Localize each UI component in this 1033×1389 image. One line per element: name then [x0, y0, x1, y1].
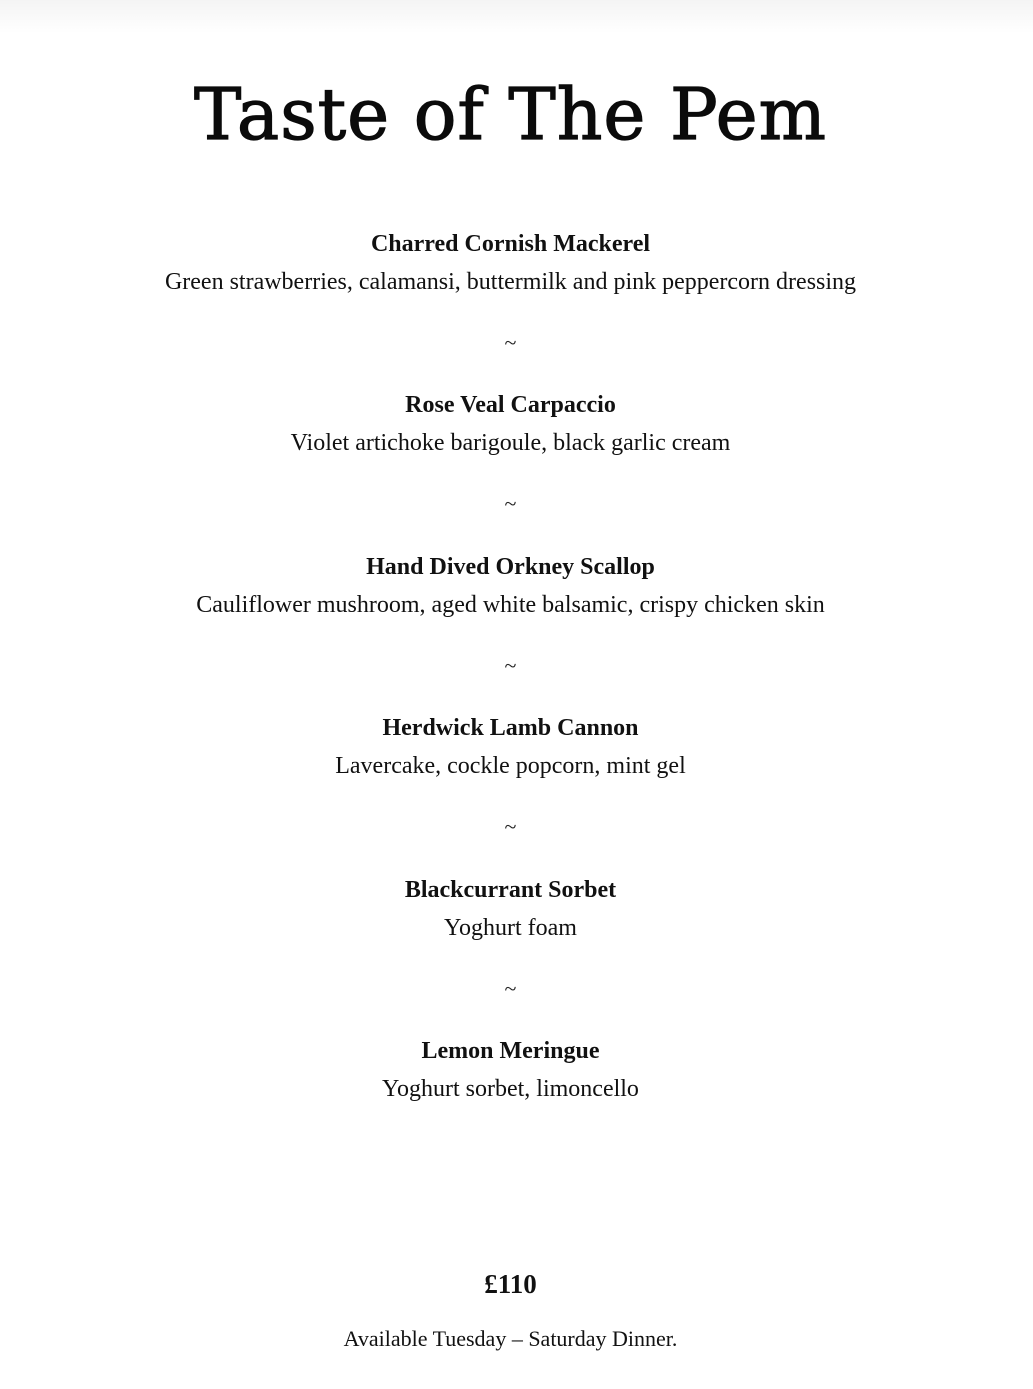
course-list	[0, 226, 1021, 1194]
course-name: Rose Veal Carpaccio	[405, 392, 616, 419]
course-description: Cauliflower mushroom, aged white balsamic, crispy chicken skin	[196, 591, 825, 618]
course-item	[0, 549, 1021, 710]
course-description: Yoghurt foam	[444, 914, 577, 941]
menu-title: Taste of The Pem	[194, 73, 827, 156]
course-item	[0, 226, 1021, 387]
course-separator: ~	[504, 975, 517, 1001]
course-description: Yoghurt sorbet, limoncello	[382, 1075, 639, 1102]
course-description: Lavercake, cockle popcorn, mint gel	[335, 753, 686, 780]
course-separator: ~	[504, 491, 517, 517]
course-name: Blackcurrant Sorbet	[404, 876, 617, 903]
course-name: Hand Dived Orkney Scallop	[366, 553, 655, 580]
course-description: Violet artichoke barigoule, black garlic cream	[290, 430, 731, 457]
course-separator: ~	[504, 652, 517, 678]
course-item	[0, 872, 1021, 1033]
course-name: Lemon Meringue	[421, 1037, 600, 1064]
course-item	[0, 1033, 1021, 1194]
course-separator: ~	[504, 814, 517, 840]
course-separator: ~	[504, 330, 517, 355]
course-description: Green strawberries, calamansi, buttermilk and pink peppercorn dressing	[164, 269, 857, 295]
course-name: Herdwick Lamb Cannon	[382, 715, 639, 742]
menu-price: £110	[484, 1269, 537, 1299]
availability-note: Available Tuesday – Saturday Dinner.	[343, 1326, 678, 1351]
course-item	[0, 387, 1021, 548]
course-item	[0, 710, 1021, 871]
course-name: Charred Cornish Mackerel	[370, 231, 651, 257]
